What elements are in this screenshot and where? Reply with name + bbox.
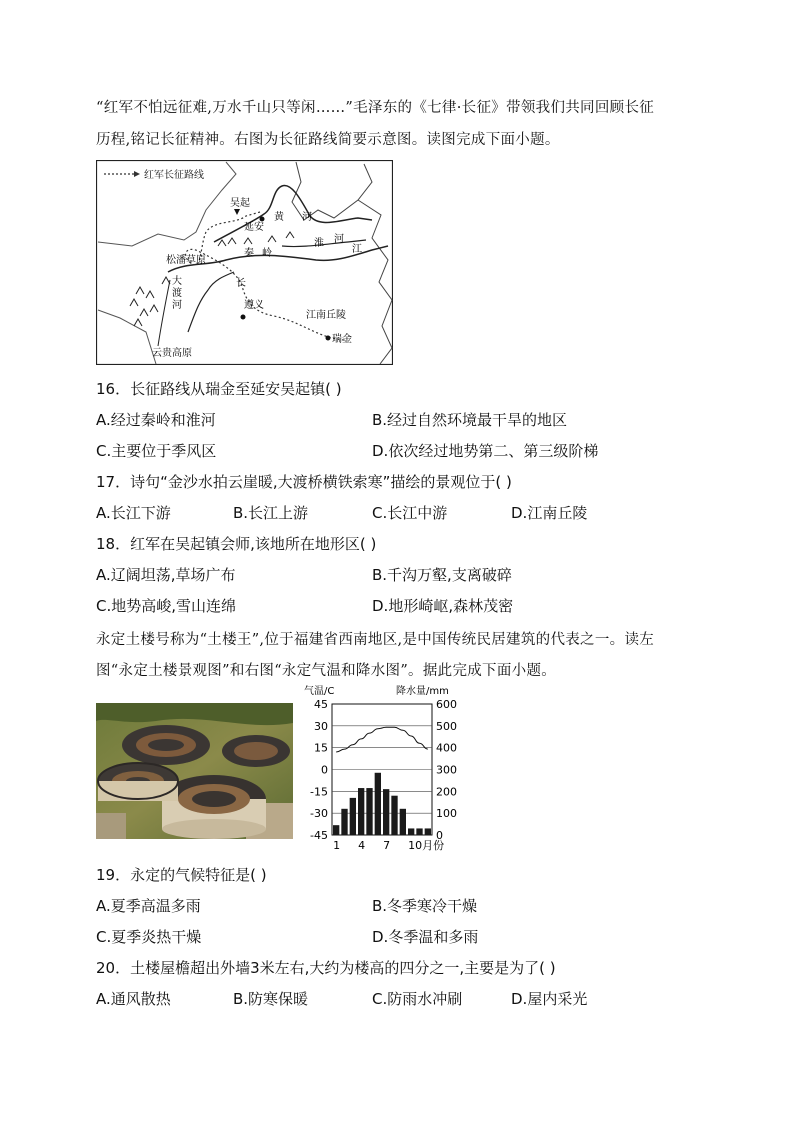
temperature-tick-label: -45 bbox=[310, 829, 328, 842]
question-20-option-b[interactable]: B.防寒保暖 bbox=[233, 990, 309, 1008]
question-19-option-a[interactable]: A.夏季高温多雨 bbox=[96, 897, 201, 915]
intro-paragraph-1-line-2: 历程,铭记长征精神。右图为长征路线简要示意图。读图完成下面小题。 bbox=[96, 132, 560, 148]
question-18-option-a[interactable]: A.辽阔坦荡,草场广布 bbox=[96, 566, 236, 584]
precipitation-tick-label: 100 bbox=[436, 807, 457, 821]
precipitation-tick-label: 600 bbox=[436, 698, 457, 711]
question-18-option-b[interactable]: B.千沟万壑,支离破碎 bbox=[372, 566, 512, 584]
precipitation-tick-label: 500 bbox=[436, 719, 457, 733]
label-dadu-3: 河 bbox=[172, 300, 182, 311]
precipitation-bar bbox=[341, 809, 347, 835]
label-qinling-2: 岭 bbox=[262, 248, 272, 259]
label-dadu-2: 渡 bbox=[172, 288, 182, 299]
question-16-stem: 16．长征路线从瑞金至延安吴起镇( ) bbox=[96, 380, 342, 398]
climate-chart bbox=[300, 683, 470, 855]
precipitation-bar bbox=[408, 828, 414, 835]
label-yungui: 云贵高原 bbox=[152, 348, 192, 359]
label-wuqi: 吴起 bbox=[230, 198, 250, 209]
question-16-option-c[interactable]: C.主要位于季风区 bbox=[96, 442, 217, 460]
question-17-stem: 17．诗句“金沙水拍云崖暖,大渡桥横铁索寒”描绘的景观位于( ) bbox=[96, 473, 512, 491]
yanan-marker bbox=[260, 217, 265, 222]
legend-label: 红军长征路线 bbox=[144, 170, 204, 181]
precipitation-tick-label: 400 bbox=[436, 741, 457, 755]
precipitation-tick-labels bbox=[436, 698, 457, 842]
month-tick-labels bbox=[333, 839, 444, 852]
label-changjiang-2: 江 bbox=[352, 244, 362, 255]
question-16-option-b[interactable]: B.经过自然环境最干旱的地区 bbox=[372, 411, 568, 429]
long-march-map bbox=[96, 160, 393, 365]
precipitation-bar bbox=[425, 828, 431, 835]
chart-ylabel-right: 降水量/mm bbox=[396, 686, 449, 697]
label-huanghe-2: 河 bbox=[302, 212, 312, 223]
label-yanan: 延安 bbox=[244, 222, 264, 233]
temperature-tick-label: 30 bbox=[314, 719, 328, 733]
label-jiangnan: 江南丘陵 bbox=[306, 310, 346, 321]
month-tick-label: 7 bbox=[383, 839, 391, 852]
precipitation-tick-label: 0 bbox=[436, 829, 443, 842]
precipitation-bar bbox=[383, 789, 389, 835]
tulou-illustration bbox=[96, 703, 293, 839]
precipitation-bar bbox=[416, 828, 422, 835]
temperature-tick-label: -15 bbox=[310, 785, 328, 799]
month-tick-label: 4 bbox=[358, 839, 366, 852]
temperature-tick-label: 0 bbox=[321, 763, 328, 777]
precipitation-bar bbox=[375, 773, 381, 835]
zunyi-marker bbox=[241, 315, 246, 320]
label-huaihe-2: 河 bbox=[334, 234, 344, 245]
intro-paragraph-1-line-1: “红军不怕远征难,万水千山只等闲……”毛泽东的《七律·长征》带领我们共同回顾长征 bbox=[96, 100, 655, 116]
question-20-stem: 20．土楼屋檐超出外墙3米左右,大约为楼高的四分之一,主要是为了( ) bbox=[96, 959, 556, 977]
intro-paragraph-2-line-1: 永定土楼号称为“土楼王”,位于福建省西南地区,是中国传统民居建筑的代表之一。读左 bbox=[96, 632, 655, 648]
precipitation-bar bbox=[333, 825, 339, 835]
question-18-option-c[interactable]: C.地势高峻,雪山连绵 bbox=[96, 597, 237, 615]
question-17-option-a[interactable]: A.长江下游 bbox=[96, 504, 171, 522]
month-tick-label: 1 bbox=[333, 839, 341, 852]
precipitation-bar bbox=[366, 788, 372, 835]
temperature-tick-labels bbox=[310, 698, 328, 842]
question-18-option-d[interactable]: D.地形崎岖,森林茂密 bbox=[372, 597, 514, 615]
precipitation-bar bbox=[391, 796, 397, 835]
question-17-option-c[interactable]: C.长江中游 bbox=[372, 504, 448, 522]
precipitation-tick-label: 200 bbox=[436, 785, 457, 799]
intro-paragraph-2-line-2: 图“永定土楼景观图”和右图“永定气温和降水图”。据此完成下面小题。 bbox=[96, 663, 557, 679]
label-qinling-1: 秦 bbox=[244, 248, 254, 259]
precipitation-bar bbox=[400, 809, 406, 835]
question-17-option-b[interactable]: B.长江上游 bbox=[233, 504, 309, 522]
temperature-tick-label: -30 bbox=[310, 807, 328, 821]
precipitation-tick-label: 300 bbox=[436, 763, 457, 777]
month-tick-label: 10月份 bbox=[408, 839, 445, 852]
question-19-option-c[interactable]: C.夏季炎热干燥 bbox=[96, 928, 202, 946]
temperature-tick-label: 45 bbox=[314, 698, 328, 711]
temperature-tick-label: 15 bbox=[314, 741, 328, 755]
question-20-option-c[interactable]: C.防雨水冲刷 bbox=[372, 990, 463, 1008]
label-songpan: 松潘草原 bbox=[166, 255, 206, 266]
label-dadu-1: 大 bbox=[172, 276, 182, 287]
label-zunyi: 遵义 bbox=[244, 300, 264, 311]
label-changjiang-1: 长 bbox=[236, 278, 246, 289]
question-18-stem: 18．红军在吴起镇会师,该地所在地形区( ) bbox=[96, 535, 377, 553]
question-19-option-b[interactable]: B.冬季寒冷干燥 bbox=[372, 897, 478, 915]
chart-ylabel-left: 气温/C bbox=[304, 686, 335, 697]
tulou-photo bbox=[96, 703, 293, 839]
question-19-stem: 19．永定的气候特征是( ) bbox=[96, 866, 267, 884]
label-huanghe-1: 黄 bbox=[274, 212, 284, 223]
label-ruijin: 瑞金 bbox=[332, 334, 352, 345]
label-huaihe-1: 淮 bbox=[314, 238, 324, 249]
ruijin-marker bbox=[326, 336, 331, 341]
precipitation-bar bbox=[358, 788, 364, 835]
precipitation-bar bbox=[350, 798, 356, 835]
question-16-option-a[interactable]: A.经过秦岭和淮河 bbox=[96, 411, 216, 429]
question-20-option-d[interactable]: D.屋内采光 bbox=[511, 990, 588, 1008]
question-20-option-a[interactable]: A.通风散热 bbox=[96, 990, 171, 1008]
question-17-option-d[interactable]: D.江南丘陵 bbox=[511, 504, 588, 522]
question-16-option-d[interactable]: D.依次经过地势第二、第三级阶梯 bbox=[372, 442, 599, 460]
question-19-option-d[interactable]: D.冬季温和多雨 bbox=[372, 928, 479, 946]
